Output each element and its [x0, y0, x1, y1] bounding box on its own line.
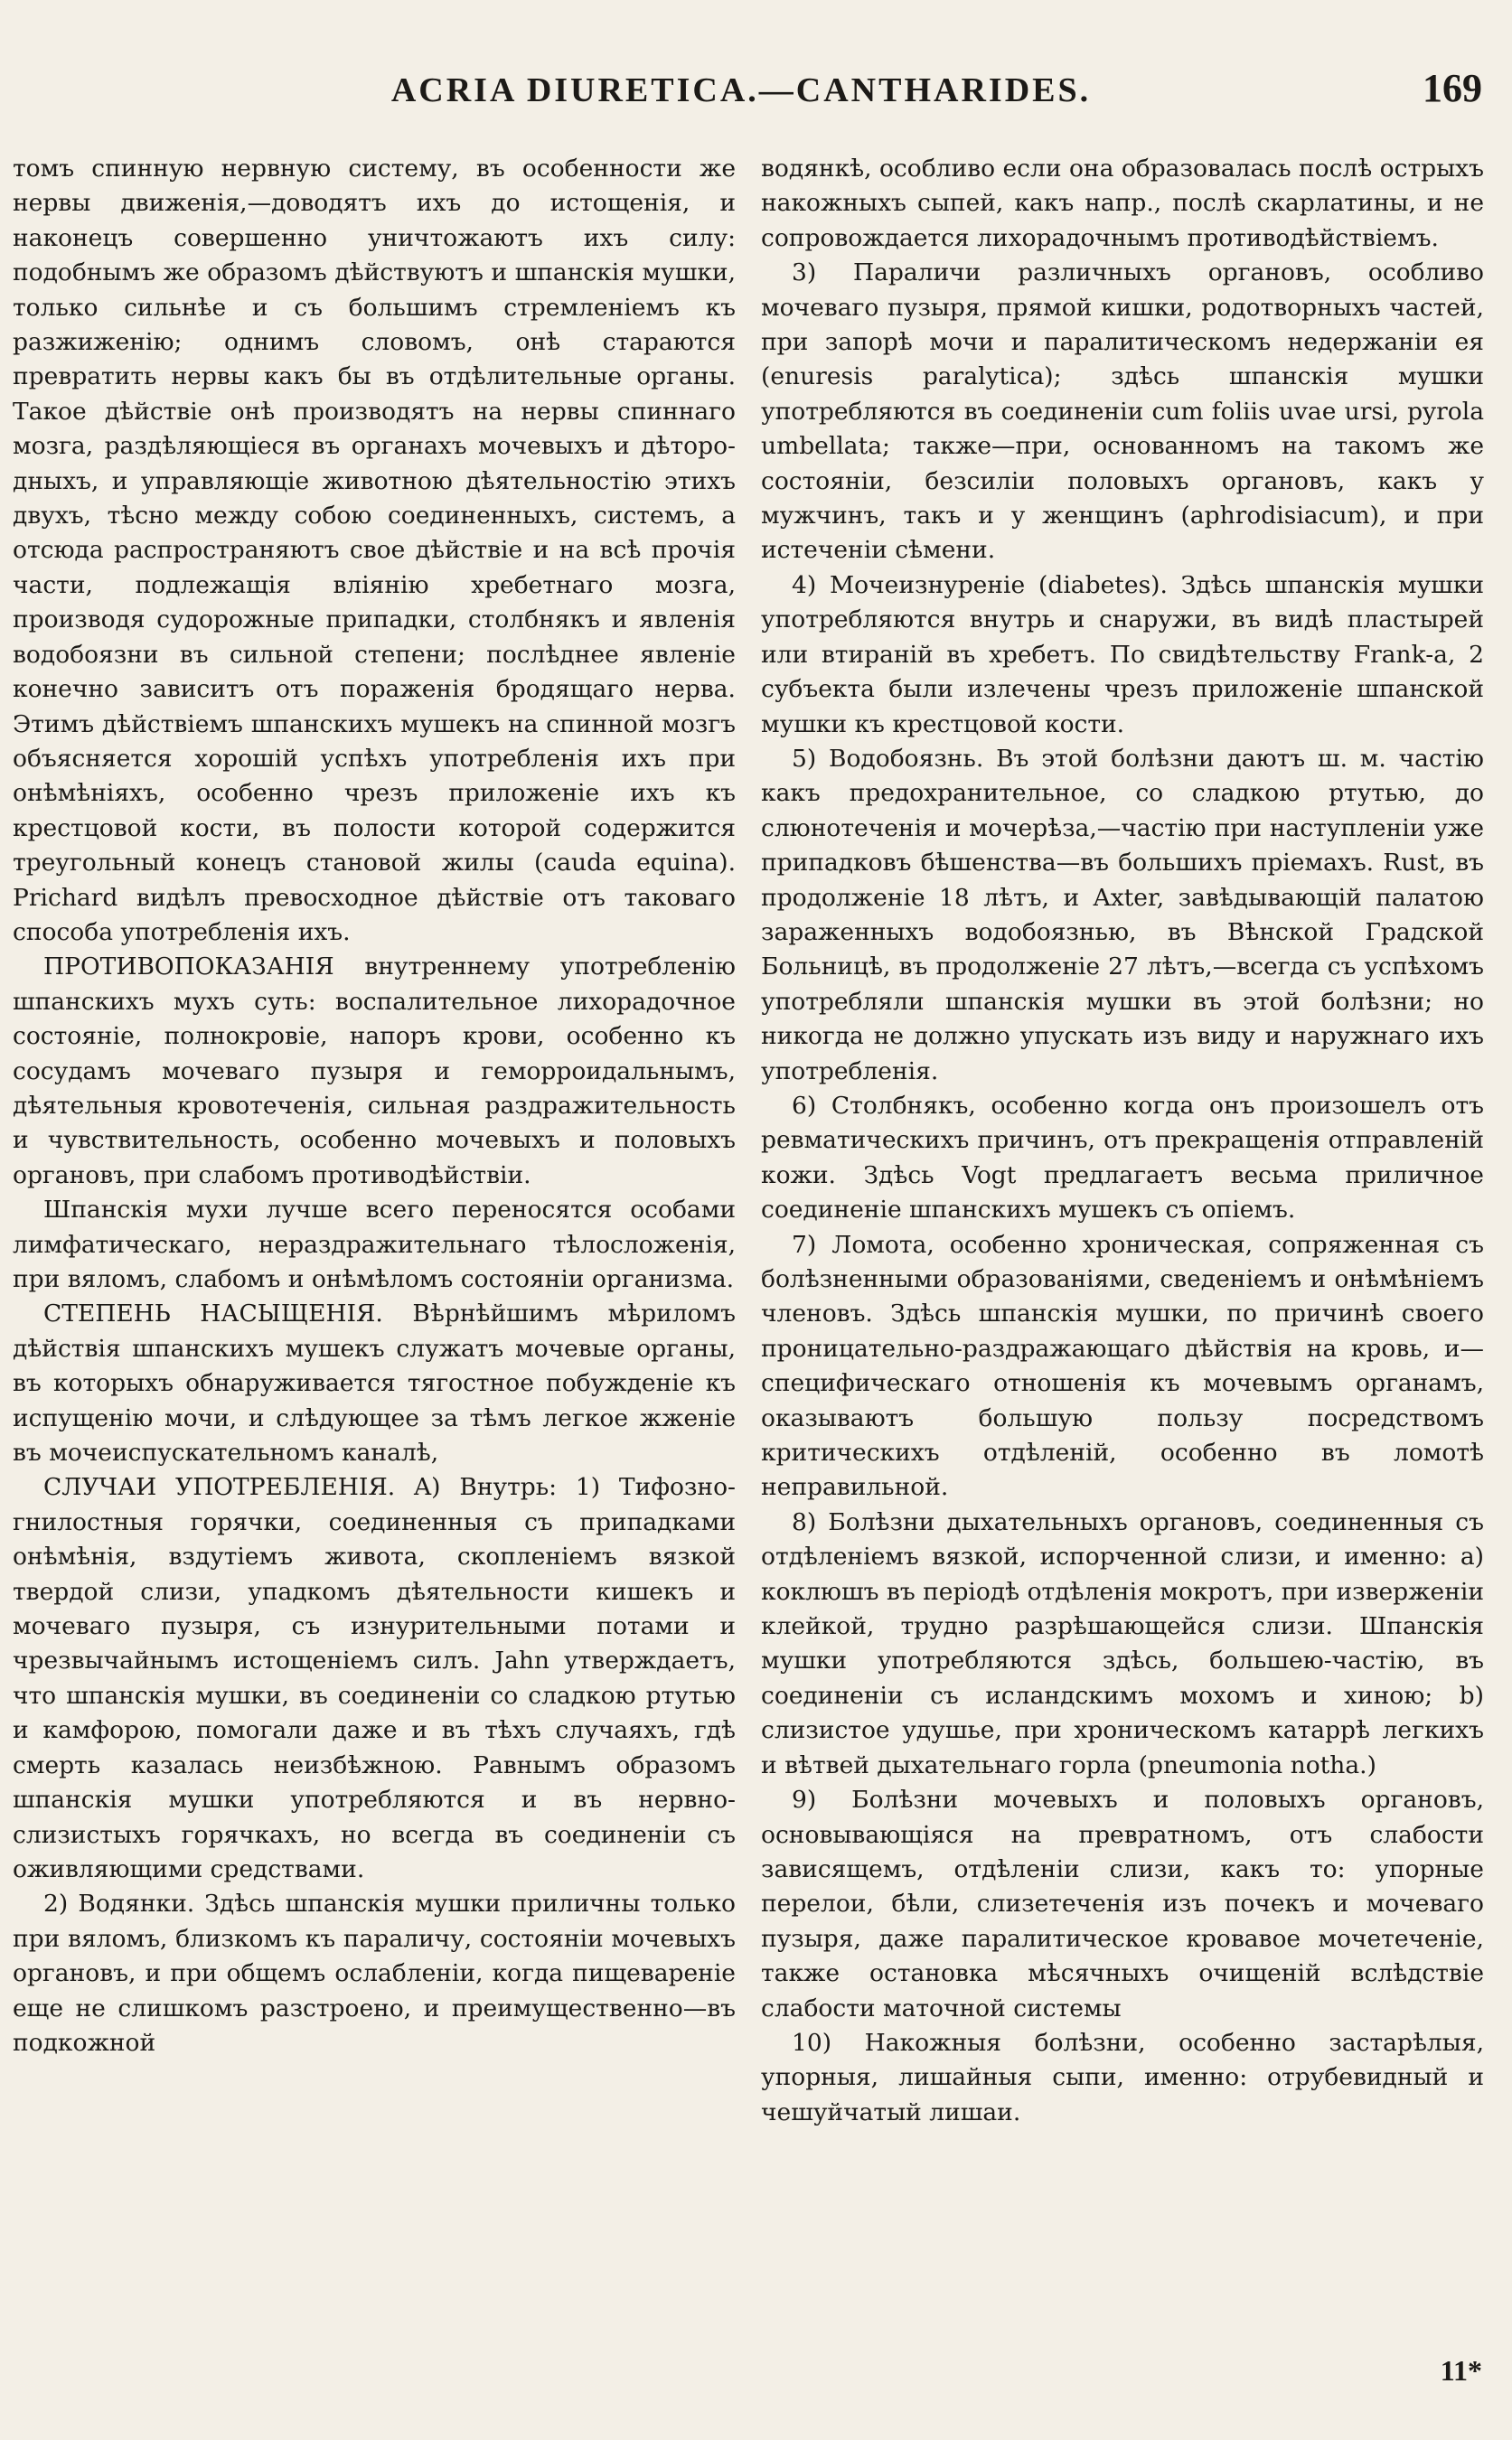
signature-mark: 11*	[1440, 2354, 1482, 2387]
left-column	[13, 152, 736, 2339]
paragraph: 10) Накожныя болѣзни, особенно застарѣлыя, упорныя, лишайныя сыпи, именно: отрубевидный и чешуйчатый лишаи.	[761, 2028, 1484, 2126]
paragraph: водянкѣ, особливо если она образовалась послѣ острыхъ накожныхъ сыпей, какъ напр., послѣ скарлатины, и не сопровождается лихорадочнымъ противодѣйствіемъ.	[761, 155, 1484, 252]
page-number: 169	[1423, 66, 1482, 110]
right-column	[761, 152, 1484, 2339]
paragraph: 4) Мочеизнуреніе (diabetes). Здѣсь шпанскія мушки употребляются внутрь и снаружи, въ видѣ пластырей или втираній въ хребетъ. По свидѣтельству Frank-a, 2 субъекта были излечены чрезъ приложеніе шпанской мушки къ крестцовой кости.	[761, 570, 1484, 738]
paragraph: томъ спинную нервную систему, въ особенности же нервы движенія,—доводятъ ихъ до истощенія, и наконецъ совершенно уничтожаютъ ихъ силу: подобнымъ же образомъ дѣйствуютъ и шпанскія мушки, только сильнѣе и съ большимъ стремленіемъ къ разжиженію; однимъ словомъ, онѣ стараются превратить нервы какъ бы въ отдѣлительные органы. Такое дѣйствіе онѣ производятъ на нервы спиннаго мозга, раздѣляющіеся въ органахъ мочевыхъ и дѣтородныхъ, и управляющіе животною дѣятельностію этихъ двухъ, тѣсно между собою соединенныхъ, системъ, а отсюда распространяютъ свое дѣйствіе и на всѣ прочія части, подлежащія вліянію хребетнаго мозга, производя судорожные припадки, столбнякъ и явленія водобоязни въ сильной степени; послѣднее явленіе конечно зависитъ отъ пораженія бродящаго нерва. Этимъ дѣйствіемъ шпанскихъ мушекъ на спинной мозгъ объясняется хорошій успѣхъ употребленія ихъ при онѣмѣніяхъ, особенно чрезъ приложеніе ихъ къ крестцовой кости, въ полости которой содержится треугольный конецъ становой жилы (cauda equina). Prichard видѣлъ превосходное дѣйствіе отъ таковаго способа употребленія ихъ.	[13, 155, 736, 946]
paragraph: СЛУЧАИ УПОТРЕБЛЕНІЯ. A) Внутрь: 1) Тифозно-гнилостныя горячки, соединенныя съ припадками онѣмѣнія, вздутіемъ живота, скопленіемъ вязкой твердой слизи, упадкомъ дѣятельности кишекъ и мочеваго пузыря, съ изнурительными потами и чрезвычайнымъ истощеніемъ силъ. Jahn утверждаетъ, что шпанскія мушки, въ соединеніи со сладкою ртутью и камфорою, помогали даже и въ тѣхъ случаяхъ, гдѣ смерть казалась неизбѣжною. Равнымъ образомъ шпанскія мушки употребляются и въ нервно-слизистыхъ горячкахъ, но всегда въ соединеніи съ оживляющими средствами.	[13, 1473, 736, 1883]
running-title: ACRIA DIURETICA.—CANTHARIDES.	[390, 71, 1092, 109]
paragraph: 9) Болѣзни мочевыхъ и половыхъ органовъ, основывающіяся на превратномъ, отъ слабости зависящемъ, отдѣленіи слизи, какъ то: упорные перелои, бѣли, слизетеченія изъ почекъ и мочеваго пузыря, даже паралитическое кровавое мочетеченіе, также остановка мѣсячныхъ очищеній вслѣдствіе слабости маточной системы	[761, 1786, 1484, 2022]
paragraph: Шпанскія мухи лучше всего переносятся особами лимфатическаго, нераздражительнаго тѣлосложенія, при вяломъ, слабомъ и онѣмѣломъ состояніи организма.	[13, 1196, 736, 1293]
paragraph: СТЕПЕНЬ НАСЫЩЕНІЯ. Вѣрнѣйшимъ мѣриломъ дѣйствія шпанскихъ мушекъ служатъ мочевые органы, въ которыхъ обнаруживается тягостное побужденіе къ испущенію мочи, и слѣдующее за тѣмъ легкое жженіе въ мочеиспускательномъ каналѣ,	[13, 1300, 736, 1468]
paragraph: 3) Параличи различныхъ органовъ, особливо мочеваго пузыря, прямой кишки, родотворныхъ частей, при запорѣ мочи и паралитическомъ недержаніи ея (enuresis paralytica); здѣсь шпанскія мушки употребляются въ соединеніи cum foliis uvae ursi, pyrola umbellata; также—при, основанномъ на такомъ же состояніи, безсиліи половыхъ органовъ, какъ у мужчинъ, такъ и у женщинъ (aphrodisiacum), и при истеченіи сѣмени.	[761, 258, 1484, 565]
paragraph: 5) Водобоязнь. Въ этой болѣзни даютъ ш. м. частію какъ предохранительное, со сладкою ртутью, до слюнотеченія и мочерѣза,—частію при наступленіи уже припадковъ бѣшенства—въ большихъ пріемахъ. Rust, въ продолженіе 18 лѣтъ, и Axter, завѣдывающій палатою зараженныхъ водобоязнью, въ Вѣнской Градской Больницѣ, въ продолженіе 27 лѣтъ,—всегда съ успѣхомъ употребляли шпанскія мушки въ этой болѣзни; но никогда не должно упускать изъ виду и наружнаго ихъ употребленія.	[761, 744, 1484, 1085]
page-header	[0, 0, 1512, 145]
paragraph: 6) Столбнякъ, особенно когда онъ произошелъ отъ ревматическихъ причинъ, отъ прекращенія отправленій кожи. Здѣсь Vogt предлагаетъ весьма приличное соединеніе шпанскихъ мушекъ съ опіемъ.	[761, 1091, 1484, 1225]
paragraph: 2) Водянки. Здѣсь шпанскія мушки приличны только при вяломъ, близкомъ къ параличу, состояніи мочевыхъ органовъ, и при общемъ ослабленіи, когда пищевареніе еще не слишкомъ разстроено, и преимущественно—въ подкожной	[13, 1890, 736, 2057]
paragraph: 7) Ломота, особенно хроническая, сопряженная съ болѣзненными образованіями, сведеніемъ и онѣмѣніемъ членовъ. Здѣсь шпанскія мушки, по причинѣ своего проницательно-раздражающаго дѣйствія на кровь, и—специфическаго отношенія къ мочевымъ органамъ, оказываютъ большую пользу посредствомъ критическихъ отдѣленій, особенно въ ломотѣ неправильной.	[761, 1230, 1484, 1502]
paragraph: 8) Болѣзни дыхательныхъ органовъ, соединенныя съ отдѣленіемъ вязкой, испорченной слизи, и именно: a) коклюшъ въ періодѣ отдѣленія мокротъ, при изверженіи клейкой, трудно разрѣшающейся слизи. Шпанскія мушки употребляются здѣсь, большею-частію, въ соединеніи съ исландскимъ мохомъ и хиною; b) слизистое удушье, при хроническомъ катаррѣ легкихъ и вѣтвей дыхательнаго горла (pneumonia notha.)	[761, 1507, 1484, 1779]
paragraph: ПРОТИВОПОКАЗАНІЯ внутреннему употребленію шпанскихъ мухъ суть: воспалительное лихорадочное состояніе, полнокровіе, напоръ крови, особенно къ сосудамъ мочеваго пузыря и геморроидальнымъ, дѣятельныя кровотеченія, сильная раздражительность и чувствительность, особенно мочевыхъ и половыхъ органовъ, при слабомъ противодѣйствіи.	[13, 953, 736, 1189]
